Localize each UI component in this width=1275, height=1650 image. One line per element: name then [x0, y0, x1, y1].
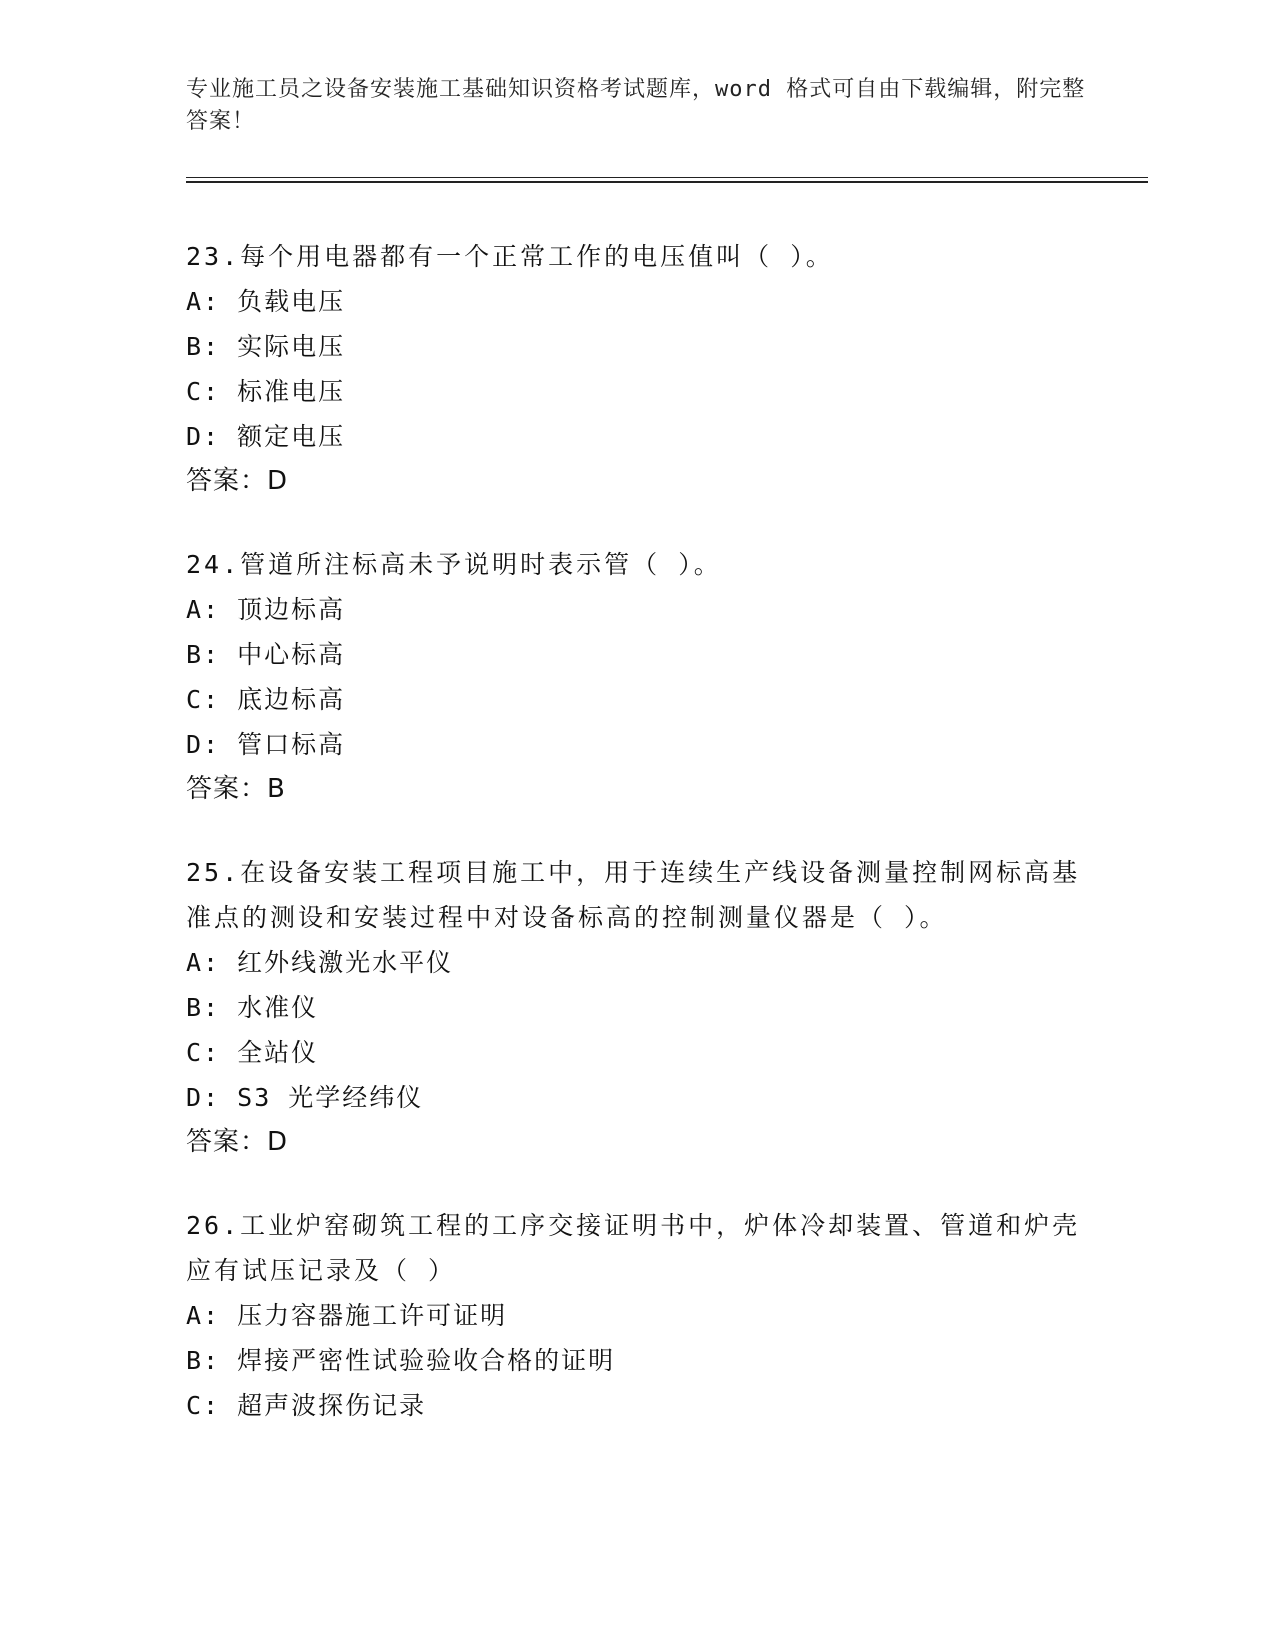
- question-26: [186, 1203, 1086, 1428]
- header-divider-thick: [186, 181, 1148, 183]
- option-b: B: 水准仪: [186, 993, 319, 1022]
- answer: 答案：D: [186, 466, 289, 496]
- header-divider-thin: [186, 177, 1148, 178]
- option-a: A: 红外线激光水平仪: [186, 948, 454, 977]
- document-header: 专业施工员之设备安装施工基础知识资格考试题库，word 格式可自由下载编辑，附完整答案！: [186, 77, 1086, 134]
- option-a: A: 顶边标高: [186, 595, 346, 624]
- option-b: B: 中心标高: [186, 640, 346, 669]
- answer: 答案：D: [186, 1127, 289, 1157]
- option-d: D: 额定电压: [186, 422, 346, 451]
- option-b: B: 实际电压: [186, 332, 346, 361]
- option-d: D: 管口标高: [186, 730, 346, 759]
- question-25: [186, 850, 1086, 1165]
- option-c: C: 超声波探伤记录: [186, 1391, 427, 1420]
- option-b: B: 焊接严密性试验验收合格的证明: [186, 1346, 616, 1375]
- option-c: C: 标准电压: [186, 377, 346, 406]
- option-a: A: 负载电压: [186, 287, 346, 316]
- question-stem: 24.管道所注标高未予说明时表示管（ ）。: [186, 550, 722, 579]
- question-24: [186, 542, 1086, 812]
- question-stem: 26.工业炉窑砌筑工程的工序交接证明书中，炉体冷却装置、管道和炉壳应有试压记录及（ ）: [186, 1211, 1081, 1285]
- option-d: D: S3 光学经纬仪: [186, 1083, 424, 1112]
- option-a: A: 压力容器施工许可证明: [186, 1301, 508, 1330]
- question-23: [186, 234, 1086, 504]
- option-c: C: 底边标高: [186, 685, 346, 714]
- question-stem: 25.在设备安装工程项目施工中，用于连续生产线设备测量控制网标高基准点的测设和安装过程中对设备标高的控制测量仪器是（ ）。: [186, 858, 1081, 932]
- question-list: [186, 234, 1086, 1466]
- option-c: C: 全站仪: [186, 1038, 319, 1067]
- answer: 答案：B: [186, 774, 286, 804]
- question-stem: 23.每个用电器都有一个正常工作的电压值叫（ ）。: [186, 242, 834, 271]
